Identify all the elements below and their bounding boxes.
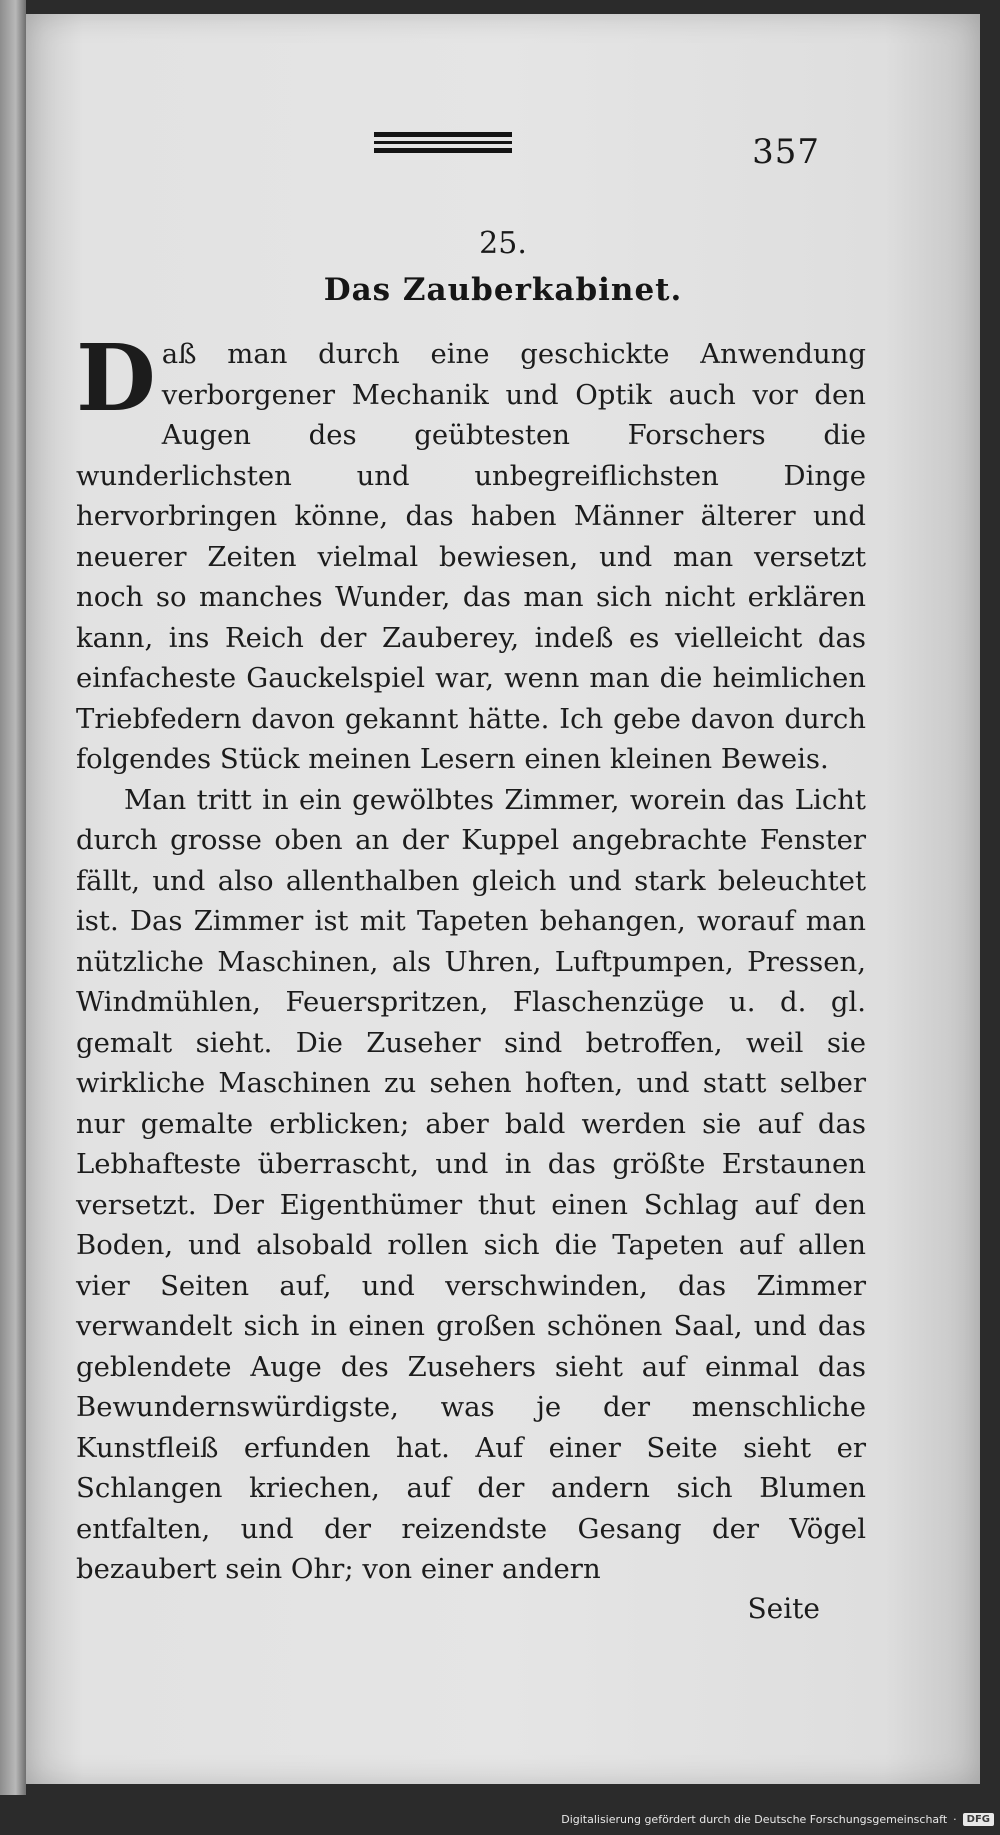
facing-page-edge <box>0 0 26 1795</box>
paragraph-2: Man tritt in ein gewölbtes Zimmer, worein das Licht durch grosse oben an der Kuppel angebrachte Fenster fällt, und also allenthalben gleich und stark beleuchtet ist. Das Zimmer ist mit Tapeten behangen, worauf man nützliche Maschinen, als Uhren, Luftpumpen, Pressen, Windmühlen, Feuerspritzen, Flaschenzüge u. d. gl. gemalt sieht. Die Zuseher sind betroffen, weil sie wirkliche Maschinen zu sehen hoften, und statt selber nur gemalte erblicken; aber bald werden sie auf das Lebhafteste überrascht, und in das größte Erstaunen versetzt. Der Eigenthümer thut einen Schlag auf den Boden, und alsobald rollen sich die Tapeten auf allen vier Seiten auf, und verschwinden, das Zimmer verwandelt sich in einen großen schönen Saal, und das geblendete Auge des Zusehers sieht auf einmal das Bewundernswürdigste, was je der menschliche Kunstfleiß erfunden hat. Auf einer Seite sieht er Schlangen kriechen, auf der andern sich Blumen entfalten, und der reizendste Gesang der Vögel bezaubert sein Ohr; von einer andern <box>76 783 866 1585</box>
chapter-number: 25. <box>479 226 527 261</box>
footer-credit: Digitalisierung gefördert durch die Deutsche Forschungsgemeinschaft <box>561 1812 948 1826</box>
book-page <box>26 14 980 1784</box>
page-number: 357 <box>752 132 820 172</box>
catchword: Seite <box>747 1592 820 1625</box>
dfg-logo: DFG <box>963 1813 994 1826</box>
body-text <box>76 324 866 1590</box>
header-rule <box>374 132 512 154</box>
paragraph-1: Daß man durch eine geschickte Anwendung verborgener Mechanik und Optik auch vor den Augen des geübtesten Forschers die wunderlichsten und unbegreiflichsten Dinge hervorbringen könne, das haben Männer älterer und neuerer Zeiten vielmal bewiesen, und man versetzt noch so manches Wunder, das man sich nicht erklären kann, ins Reich der Zauberey, indeß es vielleicht das einfacheste Gauckelspiel war, wenn man die heimlichen Triebfedern davon gekannt hätte. Ich gebe davon durch folgendes Stück meinen Lesern einen kleinen Beweis. <box>76 324 866 775</box>
chapter-title: Das Zauberkabinet. <box>323 272 683 308</box>
digitization-footer: Digitalisierung gefördert durch die Deutsche Forschungsgemeinschaft · DFG <box>561 1809 994 1829</box>
